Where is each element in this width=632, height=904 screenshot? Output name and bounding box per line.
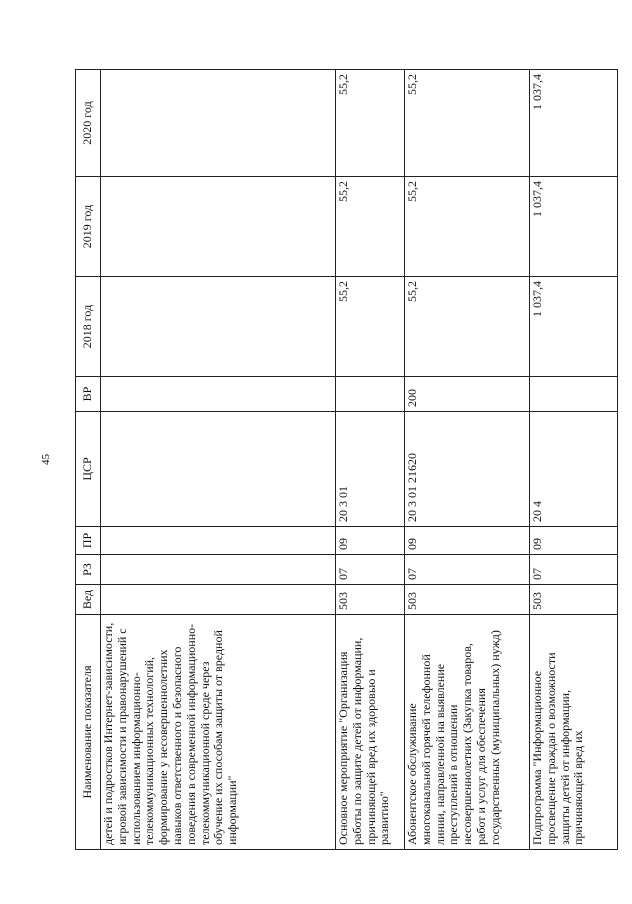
- header-pr: ПР: [76, 527, 101, 555]
- cell-ved: [101, 585, 336, 615]
- cell-ved: 503: [405, 585, 530, 615]
- table-row: [101, 70, 336, 850]
- cell-csr: 20 3 01 21620: [405, 412, 530, 527]
- cell-name: Абонентское обслуживание многоканальной горячей телефонной линии, направленной на выявление преступлений в отношении несовершеннолетних (Закупка товаров, работ и услуг для обеспечения государственных (муниципальных) нужд): [405, 615, 530, 850]
- cell-ved: 503: [530, 585, 618, 615]
- cell-2020: 1 037,4: [530, 70, 618, 177]
- cell-2018: 1 037,4: [530, 277, 618, 377]
- header-2019: 2019 год: [76, 177, 101, 277]
- cell-2019: 55,2: [336, 177, 405, 277]
- budget-table: [75, 69, 618, 850]
- header-2020: 2020 год: [76, 70, 101, 177]
- cell-csr: 20 3 01: [336, 412, 405, 527]
- cell-2019: [101, 177, 336, 277]
- cell-vr: [530, 377, 618, 412]
- cell-2019: 55,2: [405, 177, 530, 277]
- cell-name: Основное мероприятие "Организация работы по защите детей от информации, причиняющей вред их здоровью и развитию": [336, 615, 405, 850]
- table-header-row: [76, 70, 101, 850]
- table-row: [530, 70, 618, 850]
- cell-2020: 55,2: [405, 70, 530, 177]
- cell-vr: [336, 377, 405, 412]
- cell-2018: 55,2: [336, 277, 405, 377]
- header-csr: ЦСР: [76, 412, 101, 527]
- cell-pr: 09: [530, 527, 618, 555]
- cell-vr: 200: [405, 377, 530, 412]
- cell-2018: 55,2: [405, 277, 530, 377]
- cell-rz: [101, 555, 336, 585]
- cell-ved: 503: [336, 585, 405, 615]
- cell-csr: [101, 412, 336, 527]
- header-2018: 2018 год: [76, 277, 101, 377]
- cell-2018: [101, 277, 336, 377]
- cell-rz: 07: [405, 555, 530, 585]
- header-vr: ВР: [76, 377, 101, 412]
- cell-vr: [101, 377, 336, 412]
- cell-2020: [101, 70, 336, 177]
- page-number: 45: [40, 454, 52, 465]
- cell-rz: 07: [530, 555, 618, 585]
- cell-csr: 20 4: [530, 412, 618, 527]
- cell-name: Подпрограмма "Информационное просвещение граждан о возможности защиты детей от информации, причиняющей вред их: [530, 615, 618, 850]
- cell-pr: 09: [405, 527, 530, 555]
- header-name: Наименование показателя: [76, 615, 101, 850]
- header-rz: РЗ: [76, 555, 101, 585]
- cell-name: детей и подростков Интернет-зависимости, игровой зависимости и правонарушений с использованием информационно-телекоммуникационных технологий, формирование у несовершеннолетних навыков ответственного и безопасного поведения в современной информационно-телекоммуникационной среде через обучение их способам защиты от вредной информации": [101, 615, 336, 850]
- rotated-table-wrapper: [75, 70, 605, 850]
- cell-pr: 09: [336, 527, 405, 555]
- cell-2019: 1 037,4: [530, 177, 618, 277]
- cell-rz: 07: [336, 555, 405, 585]
- table-row: [336, 70, 405, 850]
- table-row: [405, 70, 530, 850]
- cell-2020: 55,2: [336, 70, 405, 177]
- header-ved: Вед: [76, 585, 101, 615]
- cell-pr: [101, 527, 336, 555]
